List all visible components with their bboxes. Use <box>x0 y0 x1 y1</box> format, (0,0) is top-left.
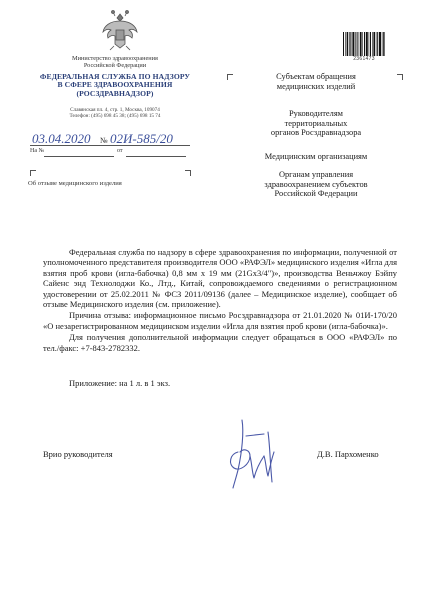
recipient-line: органов Росздравнадзора <box>270 128 362 138</box>
agency-name <box>25 73 205 99</box>
reference-row <box>30 148 190 160</box>
signatory-role: Врио руководителя <box>43 449 113 459</box>
ministry-line-2: Российской Федерации <box>83 62 147 70</box>
reference-number-underline <box>44 156 114 157</box>
ministry-name <box>25 55 205 70</box>
reference-number-label: На № <box>30 148 45 154</box>
handwritten-signature-icon <box>224 412 284 492</box>
recipient-line: территориальных <box>284 118 348 128</box>
attachment-note: Приложение: на 1 л. в 1 экз. <box>69 378 171 388</box>
coat-of-arms-icon <box>100 8 140 52</box>
body-paragraph-3: Для получения дополнительной информации следует обращаться в ООО «РАФЭЛ» по тел./факс: +7-843-2782332. <box>43 332 397 353</box>
recipient-4 <box>236 170 396 199</box>
recipient-line: Органам управления <box>278 170 354 179</box>
number-sign: № <box>100 136 108 145</box>
agency-line-3: (РОСЗДРАВНАДЗОР) <box>76 89 154 98</box>
agency-line-1: ФЕДЕРАЛЬНАЯ СЛУЖБА ПО НАДЗОРУ <box>39 71 191 81</box>
recipient-2 <box>236 109 396 138</box>
handwritten-date: 03.04.2020 <box>32 131 91 146</box>
subject-bracket-right <box>185 170 191 176</box>
barcode-number: 2361473 <box>353 56 375 62</box>
recipient-3 <box>236 152 396 162</box>
recipient-1 <box>236 72 396 91</box>
letterhead <box>25 55 205 120</box>
phone-line: Телефон: (495) 698 45 38; (495) 698 15 74 <box>69 113 161 120</box>
ministry-line-1: Министерство здравоохранения <box>72 55 158 62</box>
barcode-icon <box>343 32 385 56</box>
letter-subject: Об отзыве медицинского изделия <box>28 180 122 187</box>
recipients-bracket-right <box>397 74 403 80</box>
signatory-name: Д.В. Пархоменко <box>317 449 379 459</box>
agency-line-2: В СФЕРЕ ЗДРАВООХРАНЕНИЯ <box>57 80 173 90</box>
recipient-line: Субъектам обращения <box>276 72 356 81</box>
recipient-line: Медицинским организациям <box>264 152 368 161</box>
body-paragraph-1: Федеральная служба по надзору в сфере здравоохранения по информации, полученной от уполномоченного представителя производителя ООО «РАФЭЛ» медицинского изделия «Игла для взятия проб крови (игла-бабочка) 0,8 мм х 19 мм (21Gx3/4")», производства Веньчжоу Бэйпу Сайенс энд Технолоджи Ко., Лтд., Китай, сопровождаемого сведениями о регистрационном удостоверении от 25.02.2011 № ФСЗ 2011/09136 (далее – Медицинское изделие), сообщает об отзыве Медицинского изделия (см. приложение). <box>43 247 397 310</box>
recipients-bracket-left <box>227 74 233 80</box>
reference-date-underline <box>126 156 186 157</box>
subject-bracket-left <box>30 170 36 176</box>
reference-date-label: от <box>117 148 123 154</box>
recipient-line: здравоохранением субъектов <box>264 179 368 189</box>
letter-body <box>43 247 397 354</box>
recipient-line: медицинских изделий <box>276 81 356 91</box>
recipient-line: Руководителям <box>289 109 343 118</box>
body-paragraph-2: Причина отзыва: информационное письмо Росздравнадзора от 21.01.2020 № 01И-170/20 «О незарегистрированном медицинском изделии «Игла для взятия проб крови (игла-бабочка)». <box>43 310 397 331</box>
handwritten-number: 02И-585/20 <box>110 131 173 146</box>
recipient-line: Российской Федерации <box>274 189 358 199</box>
agency-address <box>25 107 205 121</box>
date-underline <box>30 145 190 146</box>
address-line: Славянская пл. 4, стр. 1, Москва, 109074 <box>70 106 160 113</box>
